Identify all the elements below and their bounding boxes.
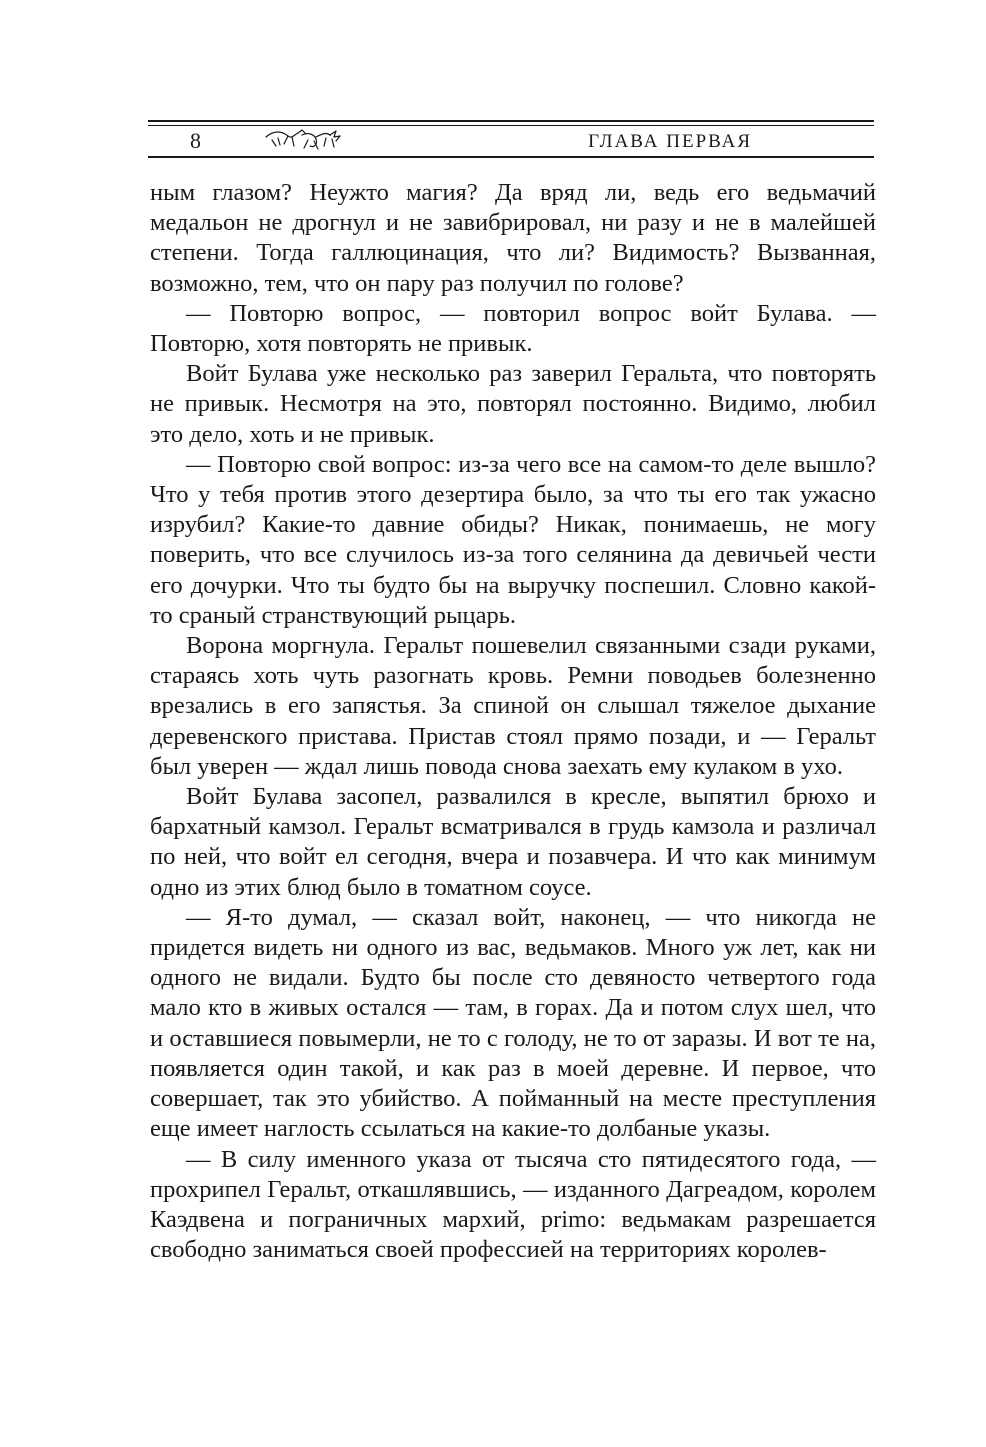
paragraph: — Повторю вопрос, — повторил вопрос войт Булава. — Повторю, хотя повторять не привык. [150, 299, 876, 358]
paragraph: ным глазом? Неужто магия? Да вряд ли, ведь его ведьмачий медальон не дрогнул и не завибрировал, ни разу и не в малейшей степени. Тогда галлюцинация, что ли? Видимость? Вызванная, возможно, тем, что он пару раз получил по голове? [150, 179, 876, 297]
header-rule-bottom [148, 156, 874, 158]
wolf-ornament-icon [264, 126, 344, 152]
paragraph: Ворона моргнула. Геральт пошевелил связанными сзади руками, стараясь хоть чуть разогнать кровь. Ремни поводьев болезненно врезались в его запястья. За спиной он слышал тяжелое дыхание деревенского пристава. Пристав стоял прямо позади, и — Геральт был уверен — ждал лишь повода снова заехать ему кулаком в ухо. [150, 632, 876, 780]
paragraph: — Я-то думал, — сказал войт, наконец, — что никогда не придется видеть ни одного из вас, ведьмаков. Много уж лет, как ни одного не видали. Будто бы после сто девяносто четвертого года мало кто в живых остался — там, в горах. Да и потом слух шел, что и оставшиеся повымерли, не то с голоду, не то от заразы. И вот те на, появляется один такой, и как раз в моей деревне. И первое, что совершает, так это убийство. А пойманный на месте преступления еще имеет наглость ссылаться на какие-то долбаные указы. [150, 903, 876, 1143]
header-rule-top-thin [148, 125, 874, 126]
paragraph: — В силу именного указа от тысяча сто пятидесятого года, — прохрипел Геральт, откашлявшись, — изданного Дагреадом, королем Каэдвена и пограничных мархий, primo: ведьмакам разрешается свободно заниматься своей профессией на территориях королев- [150, 1145, 876, 1264]
paragraph: Войт Булава уже несколько раз заверил Геральта, что повторять не привык. Несмотря на это, повторял постоянно. Видимо, любил это дело, хоть и не привык. [150, 360, 876, 448]
page-number: 8 [190, 128, 201, 153]
page-header [148, 120, 874, 160]
body-text [150, 178, 876, 1265]
running-head: ГЛАВА ПЕРВАЯ [588, 131, 752, 152]
header-rule-top [148, 120, 874, 122]
paragraph: Войт Булава засопел, развалился в кресле, выпятил брюхо и бархатный камзол. Геральт всматривался в грудь камзола и различал по ней, что войт ел сегодня, вчера и позавчера. И что как минимум одно из этих блюд было в томатном соусе. [150, 783, 876, 901]
paragraph: — Повторю свой вопрос: из-за чего все на самом-то деле вышло? Что у тебя против этого дезертира было, за что ты его так ужасно изрубил? Какие-то давние обиды? Никак, понимаешь, не могу поверить, что все случилось из-за того селянина да девичьей чести его дочурки. Что ты будто бы на выручку поспешил. Словно какой-то сраный странствующий рыцарь. [150, 450, 876, 629]
